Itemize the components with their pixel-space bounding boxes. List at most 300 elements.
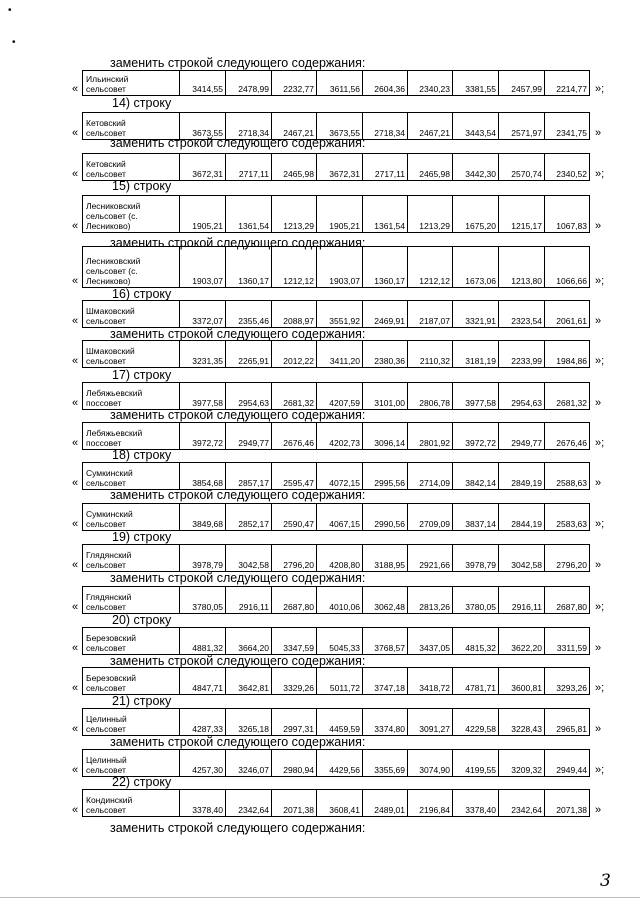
closing-quote: » — [595, 559, 602, 571]
value-cell: 3747,18 — [363, 668, 408, 695]
value-cell: 2709,09 — [408, 504, 453, 531]
rate-table — [82, 789, 590, 817]
table-row — [0, 667, 640, 695]
value-cell: 2676,46 — [545, 423, 590, 450]
row-number-heading — [0, 180, 640, 192]
rate-table — [82, 544, 590, 572]
value-cell: 3768,57 — [363, 628, 408, 655]
value-cell: 3246,07 — [226, 750, 272, 777]
settlement-name-line: сельсовет — [86, 478, 126, 488]
opening-quote: « — [72, 397, 79, 409]
value-cell: 2796,20 — [545, 545, 590, 572]
value-cell: 2681,32 — [545, 383, 590, 410]
value-cell: 2467,21 — [408, 113, 453, 140]
value-cell: 2604,36 — [363, 71, 408, 96]
closing-quote: »; — [595, 168, 605, 180]
value-cell: 2465,98 — [408, 154, 453, 181]
value-cell: 4257,30 — [180, 750, 226, 777]
settlement-name-line: сельсовет — [86, 128, 126, 138]
table-row — [0, 749, 640, 777]
value-cell: 4067,15 — [317, 504, 363, 531]
value-cell: 3074,90 — [408, 750, 453, 777]
table-row — [0, 586, 640, 614]
opening-quote: « — [72, 437, 79, 449]
settlement-name-cell — [83, 154, 180, 181]
opening-quote: « — [72, 642, 79, 654]
opening-quote: « — [72, 518, 79, 530]
value-cell: 3411,20 — [317, 341, 363, 368]
replace-text: заменить строкой следующего содержания: — [110, 821, 366, 835]
value-cell: 4199,55 — [453, 750, 499, 777]
table-row — [0, 340, 640, 368]
value-cell: 3551,92 — [317, 301, 363, 328]
value-cell: 2489,01 — [363, 790, 408, 817]
value-cell: 1215,17 — [499, 196, 545, 233]
settlement-name-line: сельсовет — [86, 519, 126, 529]
value-cell: 2469,91 — [363, 301, 408, 328]
value-cell: 3442,30 — [453, 154, 499, 181]
table-row — [0, 246, 640, 288]
value-cell: 3837,14 — [453, 504, 499, 531]
value-cell: 3265,18 — [226, 709, 272, 736]
replace-text: заменить строкой следующего содержания: — [110, 56, 366, 70]
closing-quote: » — [595, 397, 602, 409]
value-cell: 1212,12 — [408, 247, 453, 288]
rate-table — [82, 749, 590, 777]
table-row — [0, 195, 640, 233]
value-cell: 2355,46 — [226, 301, 272, 328]
closing-quote: »; — [595, 601, 605, 613]
settlement-name-line: Кетовский — [86, 159, 126, 169]
closing-quote: »; — [595, 355, 605, 367]
closing-quote: » — [595, 804, 602, 816]
value-cell: 3608,41 — [317, 790, 363, 817]
settlement-name-line: сельсовет — [86, 805, 126, 815]
settlement-name-line: Сумкинский — [86, 468, 133, 478]
settlement-name-line: Лесниковский — [86, 256, 141, 266]
settlement-name-cell — [83, 628, 180, 655]
value-cell: 2717,11 — [226, 154, 272, 181]
value-cell: 4815,32 — [453, 628, 499, 655]
value-cell: 4781,71 — [453, 668, 499, 695]
value-cell: 2949,77 — [226, 423, 272, 450]
value-cell: 3622,20 — [499, 628, 545, 655]
value-cell: 3972,72 — [453, 423, 499, 450]
value-cell: 3321,91 — [453, 301, 499, 328]
settlement-name-cell — [83, 587, 180, 614]
value-cell: 2570,74 — [499, 154, 545, 181]
value-cell: 2012,22 — [272, 341, 317, 368]
opening-quote: « — [72, 477, 79, 489]
row-number-heading — [0, 695, 640, 707]
rate-table — [82, 195, 590, 233]
settlement-name-line: сельсовет — [86, 724, 126, 734]
settlement-name-line: поссовет — [86, 398, 122, 408]
value-cell: 1903,07 — [180, 247, 226, 288]
value-cell: 3600,81 — [499, 668, 545, 695]
settlement-name-line: Лесниково) — [86, 276, 131, 286]
value-cell: 2954,63 — [499, 383, 545, 410]
row-number-heading — [0, 776, 640, 788]
opening-quote: « — [72, 275, 79, 287]
value-cell: 5011,72 — [317, 668, 363, 695]
closing-quote: »; — [595, 764, 605, 776]
closing-quote: »; — [595, 682, 605, 694]
value-cell: 2949,77 — [499, 423, 545, 450]
closing-quote: »; — [595, 275, 605, 287]
value-cell: 2478,99 — [226, 71, 272, 96]
value-cell: 2990,56 — [363, 504, 408, 531]
value-cell: 2265,91 — [226, 341, 272, 368]
value-cell: 3228,43 — [499, 709, 545, 736]
value-cell: 2340,52 — [545, 154, 590, 181]
rate-table — [82, 503, 590, 531]
value-cell: 2801,92 — [408, 423, 453, 450]
replace-instruction — [0, 409, 640, 421]
settlement-name-cell — [83, 196, 180, 233]
value-cell: 1903,07 — [317, 247, 363, 288]
rate-table — [82, 627, 590, 655]
value-cell: 2342,64 — [499, 790, 545, 817]
table-row — [0, 300, 640, 328]
margin-dot: • — [8, 5, 12, 16]
closing-quote: » — [595, 127, 602, 139]
value-cell: 1360,17 — [363, 247, 408, 288]
value-cell: 4287,33 — [180, 709, 226, 736]
value-cell: 3673,55 — [317, 113, 363, 140]
value-cell: 2595,47 — [272, 463, 317, 490]
row-number-text: 21) строку — [112, 694, 172, 708]
value-cell: 1213,29 — [408, 196, 453, 233]
row-number-heading — [0, 531, 640, 543]
value-cell: 3642,81 — [226, 668, 272, 695]
value-cell: 2571,97 — [499, 113, 545, 140]
value-cell: 2088,97 — [272, 301, 317, 328]
value-cell: 4847,71 — [180, 668, 226, 695]
table-row — [0, 70, 640, 96]
value-cell: 1067,83 — [545, 196, 590, 233]
value-cell: 1361,54 — [363, 196, 408, 233]
replace-text: заменить строкой следующего содержания: — [110, 136, 366, 150]
value-cell: 2380,36 — [363, 341, 408, 368]
value-cell: 2687,80 — [545, 587, 590, 614]
settlement-name-line: сельсовет (с. — [86, 266, 138, 276]
value-cell: 3977,58 — [453, 383, 499, 410]
value-cell: 4229,58 — [453, 709, 499, 736]
opening-quote: « — [72, 83, 79, 95]
settlement-name-cell — [83, 423, 180, 450]
value-cell: 2852,17 — [226, 504, 272, 531]
replace-text: заменить строкой следующего содержания: — [110, 571, 366, 585]
settlement-name-line: Сумкинский — [86, 509, 133, 519]
replace-text: заменить строкой следующего содержания: — [110, 327, 366, 341]
settlement-name-line: Лесниково) — [86, 221, 131, 231]
value-cell: 2980,94 — [272, 750, 317, 777]
value-cell: 2916,11 — [499, 587, 545, 614]
value-cell: 3780,05 — [453, 587, 499, 614]
settlement-name-line: поссовет — [86, 438, 122, 448]
opening-quote: « — [72, 601, 79, 613]
value-cell: 1213,80 — [499, 247, 545, 288]
settlement-name-line: сельсовет — [86, 84, 126, 94]
settlement-name-cell — [83, 750, 180, 777]
replace-instruction — [0, 736, 640, 748]
row-number-heading — [0, 97, 640, 109]
value-cell: 2995,56 — [363, 463, 408, 490]
settlement-name-line: Шмаковский — [86, 346, 135, 356]
rate-table — [82, 667, 590, 695]
value-cell: 3374,80 — [363, 709, 408, 736]
rate-table — [82, 382, 590, 410]
opening-quote: « — [72, 220, 79, 232]
row-number-heading — [0, 369, 640, 381]
settlement-name-line: сельсовет — [86, 683, 126, 693]
closing-quote: » — [595, 642, 602, 654]
settlement-name-cell — [83, 247, 180, 288]
value-cell: 1905,21 — [317, 196, 363, 233]
value-cell: 3042,58 — [226, 545, 272, 572]
row-number-text: 17) строку — [112, 368, 172, 382]
row-number-heading — [0, 449, 640, 461]
opening-quote: « — [72, 682, 79, 694]
opening-quote: « — [72, 723, 79, 735]
value-cell: 2714,09 — [408, 463, 453, 490]
opening-quote: « — [72, 559, 79, 571]
closing-quote: »; — [595, 83, 605, 95]
value-cell: 2232,77 — [272, 71, 317, 96]
settlement-name-cell — [83, 383, 180, 410]
value-cell: 2465,98 — [272, 154, 317, 181]
table-row — [0, 382, 640, 410]
value-cell: 3664,20 — [226, 628, 272, 655]
settlement-name-line: Лебяжьевский — [86, 428, 143, 438]
value-cell: 4072,15 — [317, 463, 363, 490]
opening-quote: « — [72, 315, 79, 327]
value-cell: 3329,26 — [272, 668, 317, 695]
replace-instruction — [0, 655, 640, 667]
value-cell: 3672,31 — [180, 154, 226, 181]
settlement-name-line: Целинный — [86, 714, 127, 724]
settlement-name-cell — [83, 668, 180, 695]
value-cell: 2681,32 — [272, 383, 317, 410]
settlement-name-cell — [83, 463, 180, 490]
value-cell: 3209,32 — [499, 750, 545, 777]
value-cell: 3978,79 — [453, 545, 499, 572]
value-cell: 3091,27 — [408, 709, 453, 736]
value-cell: 2342,64 — [226, 790, 272, 817]
value-cell: 2844,19 — [499, 504, 545, 531]
value-cell: 4208,80 — [317, 545, 363, 572]
value-cell: 3311,59 — [545, 628, 590, 655]
settlement-name-cell — [83, 504, 180, 531]
closing-quote: » — [595, 723, 602, 735]
value-cell: 3181,19 — [453, 341, 499, 368]
closing-quote: »; — [595, 518, 605, 530]
value-cell: 4429,56 — [317, 750, 363, 777]
value-cell: 2717,11 — [363, 154, 408, 181]
settlement-name-line: Лебяжьевский — [86, 388, 143, 398]
value-cell: 3372,07 — [180, 301, 226, 328]
settlement-name-line: Шмаковский — [86, 306, 135, 316]
value-cell: 3347,59 — [272, 628, 317, 655]
value-cell: 2921,66 — [408, 545, 453, 572]
value-cell: 2949,44 — [545, 750, 590, 777]
value-cell: 3418,72 — [408, 668, 453, 695]
rate-table — [82, 300, 590, 328]
value-cell: 4202,73 — [317, 423, 363, 450]
settlement-name-line: Кетовский — [86, 118, 126, 128]
settlement-name-cell — [83, 790, 180, 817]
replace-text: заменить строкой следующего содержания: — [110, 654, 366, 668]
rate-table — [82, 708, 590, 736]
settlement-name-line: Глядянский — [86, 550, 132, 560]
row-number-text: 20) строку — [112, 613, 172, 627]
value-cell: 4881,32 — [180, 628, 226, 655]
value-cell: 3780,05 — [180, 587, 226, 614]
replace-instruction — [0, 572, 640, 584]
value-cell: 2588,63 — [545, 463, 590, 490]
value-cell: 4010,06 — [317, 587, 363, 614]
value-cell: 2457,99 — [499, 71, 545, 96]
rate-table — [82, 462, 590, 490]
settlement-name-line: сельсовет — [86, 316, 126, 326]
settlement-name-cell — [83, 545, 180, 572]
rate-table — [82, 586, 590, 614]
table-row — [0, 503, 640, 531]
value-cell: 2590,47 — [272, 504, 317, 531]
value-cell: 2341,75 — [545, 113, 590, 140]
page-number: 3 — [600, 871, 611, 891]
value-cell: 3355,69 — [363, 750, 408, 777]
replace-instruction — [0, 489, 640, 501]
value-cell: 4207,59 — [317, 383, 363, 410]
value-cell: 2187,07 — [408, 301, 453, 328]
value-cell: 3378,40 — [453, 790, 499, 817]
value-cell: 2214,77 — [545, 71, 590, 96]
row-number-text: 22) строку — [112, 775, 172, 789]
value-cell: 5045,33 — [317, 628, 363, 655]
value-cell: 3231,35 — [180, 341, 226, 368]
replace-instruction — [0, 822, 640, 834]
opening-quote: « — [72, 127, 79, 139]
value-cell: 2323,54 — [499, 301, 545, 328]
rate-table — [82, 340, 590, 368]
table-row — [0, 544, 640, 572]
table-row — [0, 462, 640, 490]
value-cell: 1905,21 — [180, 196, 226, 233]
value-cell: 3381,55 — [453, 71, 499, 96]
row-number-heading — [0, 288, 640, 300]
value-cell: 3611,56 — [317, 71, 363, 96]
table-row — [0, 789, 640, 817]
value-cell: 3443,54 — [453, 113, 499, 140]
table-row — [0, 708, 640, 736]
table-row — [0, 422, 640, 450]
value-cell: 2233,99 — [499, 341, 545, 368]
row-number-text: 15) строку — [112, 179, 172, 193]
settlement-name-line: Глядянский — [86, 592, 132, 602]
value-cell: 2806,78 — [408, 383, 453, 410]
value-cell: 2110,32 — [408, 341, 453, 368]
value-cell: 3101,00 — [363, 383, 408, 410]
value-cell: 2954,63 — [226, 383, 272, 410]
replace-instruction — [0, 328, 640, 340]
value-cell: 3062,48 — [363, 587, 408, 614]
scan-edge-divider — [0, 897, 640, 898]
settlement-name-line: Ильинский — [86, 74, 129, 84]
value-cell: 2196,84 — [408, 790, 453, 817]
settlement-name-line: сельсовет (с. — [86, 211, 138, 221]
settlement-name-line: сельсовет — [86, 765, 126, 775]
value-cell: 1673,06 — [453, 247, 499, 288]
row-number-text: 19) строку — [112, 530, 172, 544]
opening-quote: « — [72, 764, 79, 776]
value-cell: 2857,17 — [226, 463, 272, 490]
value-cell: 2676,46 — [272, 423, 317, 450]
value-cell: 3188,95 — [363, 545, 408, 572]
value-cell: 2965,81 — [545, 709, 590, 736]
value-cell: 2813,26 — [408, 587, 453, 614]
value-cell: 2071,38 — [545, 790, 590, 817]
settlement-name-cell — [83, 709, 180, 736]
value-cell: 3293,26 — [545, 668, 590, 695]
opening-quote: « — [72, 168, 79, 180]
value-cell: 3978,79 — [180, 545, 226, 572]
row-number-text: 16) строку — [112, 287, 172, 301]
replace-text: заменить строкой следующего содержания: — [110, 236, 366, 250]
opening-quote: « — [72, 355, 79, 367]
settlement-name-line: Березовский — [86, 673, 136, 683]
value-cell: 1984,86 — [545, 341, 590, 368]
value-cell: 2340,23 — [408, 71, 453, 96]
value-cell: 2849,19 — [499, 463, 545, 490]
value-cell: 3042,58 — [499, 545, 545, 572]
settlement-name-line: сельсовет — [86, 560, 126, 570]
value-cell: 3977,58 — [180, 383, 226, 410]
settlement-name-line: Лесниковский — [86, 201, 141, 211]
table-row — [0, 153, 640, 181]
row-number-text: 18) строку — [112, 448, 172, 462]
value-cell: 2718,34 — [226, 113, 272, 140]
closing-quote: » — [595, 315, 602, 327]
value-cell: 3673,55 — [180, 113, 226, 140]
settlement-name-line: сельсовет — [86, 602, 126, 612]
value-cell: 2467,21 — [272, 113, 317, 140]
value-cell: 2687,80 — [272, 587, 317, 614]
value-cell: 3378,40 — [180, 790, 226, 817]
closing-quote: » — [595, 220, 602, 232]
replace-text: заменить строкой следующего содержания: — [110, 735, 366, 749]
row-number-text: 14) строку — [112, 96, 172, 110]
value-cell: 2796,20 — [272, 545, 317, 572]
value-cell: 3437,05 — [408, 628, 453, 655]
value-cell: 1066,66 — [545, 247, 590, 288]
value-cell: 2718,34 — [363, 113, 408, 140]
value-cell: 1360,17 — [226, 247, 272, 288]
value-cell: 1212,12 — [272, 247, 317, 288]
rate-table — [82, 422, 590, 450]
settlement-name-line: Целинный — [86, 755, 127, 765]
value-cell: 2061,61 — [545, 301, 590, 328]
value-cell: 3414,55 — [180, 71, 226, 96]
replace-text: заменить строкой следующего содержания: — [110, 488, 366, 502]
value-cell: 2997,31 — [272, 709, 317, 736]
rate-table — [82, 70, 590, 96]
value-cell: 1675,20 — [453, 196, 499, 233]
table-row — [0, 627, 640, 655]
value-cell: 3096,14 — [363, 423, 408, 450]
value-cell: 2071,38 — [272, 790, 317, 817]
